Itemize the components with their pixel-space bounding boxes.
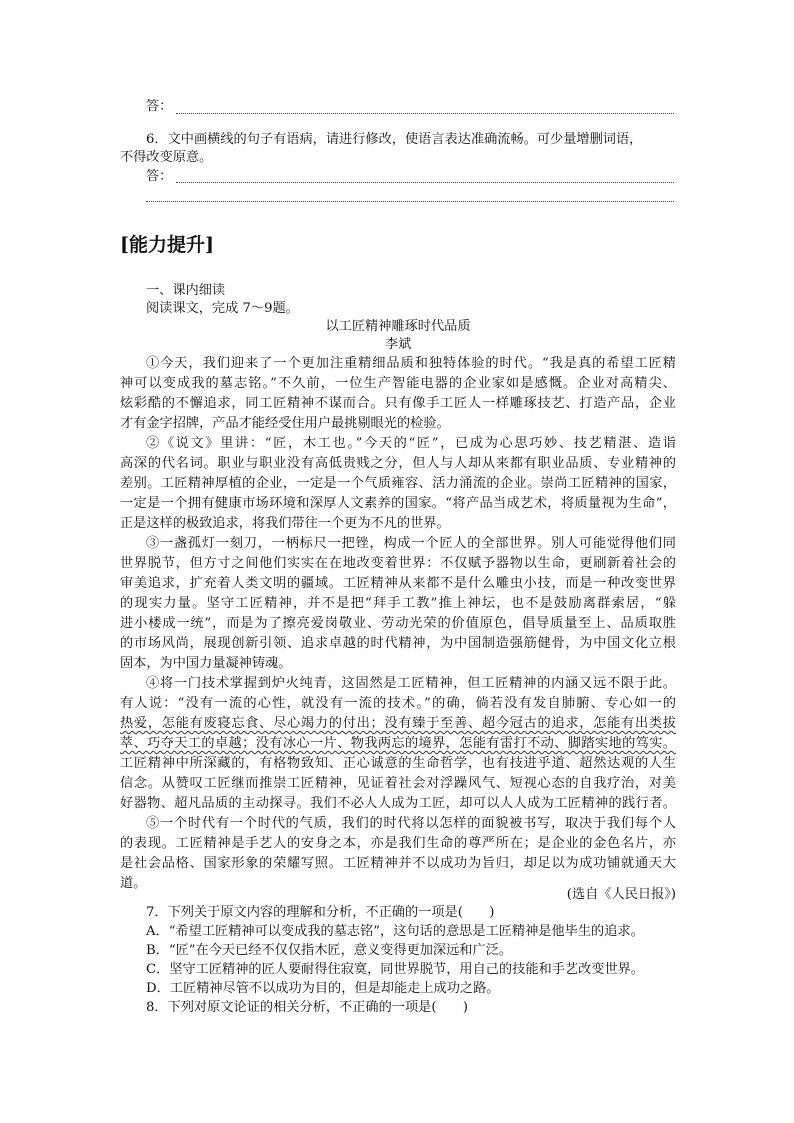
question-7-option-a[interactable]: A．“希望工匠精神可以变成我的墓志铭”，这句话的意思是工匠精神是他毕生的追求。 [146,924,644,939]
article-line: 工匠精神中所深藏的，有格物致知、正心诚意的生命哲学，也有技进乎道、超然达观的人生 [120,756,676,771]
instruction: 阅读课文，完成 7～9题。 [146,301,299,316]
article-line: 审美追求，扩充着人类文明的疆域。工匠精神从来都不是什么雕虫小技，而是一种改变世界 [120,576,676,591]
question-7-stem: 7．下列关于原文内容的理解和分析，不正确的一项是( ) [146,905,495,920]
article-title: 以工匠精神雕琢时代品质 [325,319,471,334]
article-line: 一定是一个拥有健康市场环境和深厚人文素养的国家。“将产品当成艺术，将质量视为生命”， [120,496,676,511]
article-line: 差别。工匠精神厚植的企业，一定是一个气质雍容、活力涌流的企业。崇尚工匠精神的国家， [120,476,676,491]
article-line: 才有金字招牌，产品才能经受住用户最挑剔眼光的检验。 [120,416,450,431]
article-line: 神可以变成我的墓志铭。”不久前，一位生产智能电器的企业家如是感慨。企业对高精尖、 [120,376,676,391]
article-line: 高深的代名词。职业与职业没有高低贵贱之分，但人与人却从来都有职业品质、专业精神的 [120,456,676,471]
article-line: 固本，为中国力量凝神铸魂。 [120,656,292,671]
answer-blank-line[interactable] [176,182,674,183]
article-line: 进小楼成一统”，而是为了擦亮爱岗敬业、劳动光荣的价值原色，倡导质量至上、品质取胜 [120,616,676,631]
article-line: ⑤一个时代有一个时代的气质，我们的时代将以怎样的面貌被书写，取决于我们每个人 [146,816,676,831]
answer-blank-line[interactable] [176,113,674,114]
underlined-sentence: 热爱，怎能有废寝忘食、尽心竭力的付出；没有臻于至善、超今冠古的追求，怎能有出类拔 [120,716,676,731]
article-author: 李斌 [384,337,412,352]
article-line: ④将一门技术掌握到炉火纯青，这固然是工匠精神，但工匠精神的内涵又远不限于此。 [146,676,676,691]
article-line: 道。 [120,876,147,891]
article-line: 炫彩酷的不懈追求，同工匠精神不谋而合。只有像手工匠人一样雕琢技艺、打造产品，企业 [120,396,676,411]
article-line: 的市场风尚，展现创新引领、追求卓越的时代精神，为中国制造强筋健骨，为中国文化立根 [120,636,676,651]
answer-label: 答： [146,169,173,184]
article-line: ②《说文》里讲：“匠，木工也。”今天的“匠”，已成为心思巧妙、技艺精湛、造诣 [146,436,676,451]
article-source: (选自《人民日报》) [566,887,676,902]
article-line-underlined [120,715,676,733]
section-title: [能力提升] [120,234,214,256]
article-line: 有人说：“没有一流的心性，就没有一流的技术。”的确，倘若没有发自肺腑、专心如一的 [120,696,676,711]
answer-label: 答： [146,99,173,114]
answer-blank-line[interactable] [146,201,674,202]
article-line: ③一盏孤灯一刻刀，一柄标尺一把锉，构成一个匠人的全部世界。别人可能觉得他们同 [146,536,676,551]
article-line: 世界脱节，但方寸之间他们实实在在地改变着世界：不仅赋予器物以生命，更刷新着社会的 [120,556,676,571]
question-8-stem: 8．下列对原文论证的相关分析，不正确的一项是( ) [146,1000,468,1015]
article-line: 的表现。工匠精神是手艺人的安身之本，亦是我们生命的尊严所在；是企业的金色名片，亦 [120,836,676,851]
article-line: 信念。从赞叹工匠继而推崇工匠精神，见证着社会对浮躁风气、短视心态的自我疗治，对美 [120,776,676,791]
article-line-underlined [120,735,676,753]
article-line: ①今天，我们迎来了一个更加注重精细品质和独特体验的时代。“我是真的希望工匠精 [146,356,676,371]
underlined-sentence: 萃、巧夺天工的卓越；没有冰心一片、物我两忘的境界，怎能有雷打不动、脚踏实地的笃实。 [120,736,676,751]
article-line: 正是这样的极致追求，将我们带往一个更为不凡的世界。 [120,516,450,531]
article-line: 好器物、超凡品质的主动探寻。我们不必人人成为工匠，却可以人人成为工匠精神的践行者。 [120,796,676,811]
article-line: 是社会品格、国家形象的荣耀写照。工匠精神并不以成功为旨归，却足以为成功铺就通天大 [120,856,676,871]
question-6-line-2: 不得改变原意。 [120,150,213,165]
question-7-option-b[interactable]: B．“匠”在今天已经不仅仅指木匠，意义变得更加深远和广泛。 [146,943,513,958]
question-7-option-d[interactable]: D．工匠精神尽管不以成功为目的，但是却能走上成功之路。 [146,981,500,996]
article-line: 的现实力量。坚守工匠精神，并不是把“拜手工教”推上神坛，也不是鼓励离群索居，“躲 [120,596,676,611]
question-7-option-c[interactable]: C．坚守工匠精神的匠人要耐得住寂寞，同世界脱节，用自己的技能和手艺改变世界。 [146,962,645,977]
part-heading: 一、课内细读 [146,283,226,298]
question-6-line-1: 6．文中画横线的句子有语病，请进行修改，使语言表达准确流畅。可少量增删词语， [146,132,643,147]
